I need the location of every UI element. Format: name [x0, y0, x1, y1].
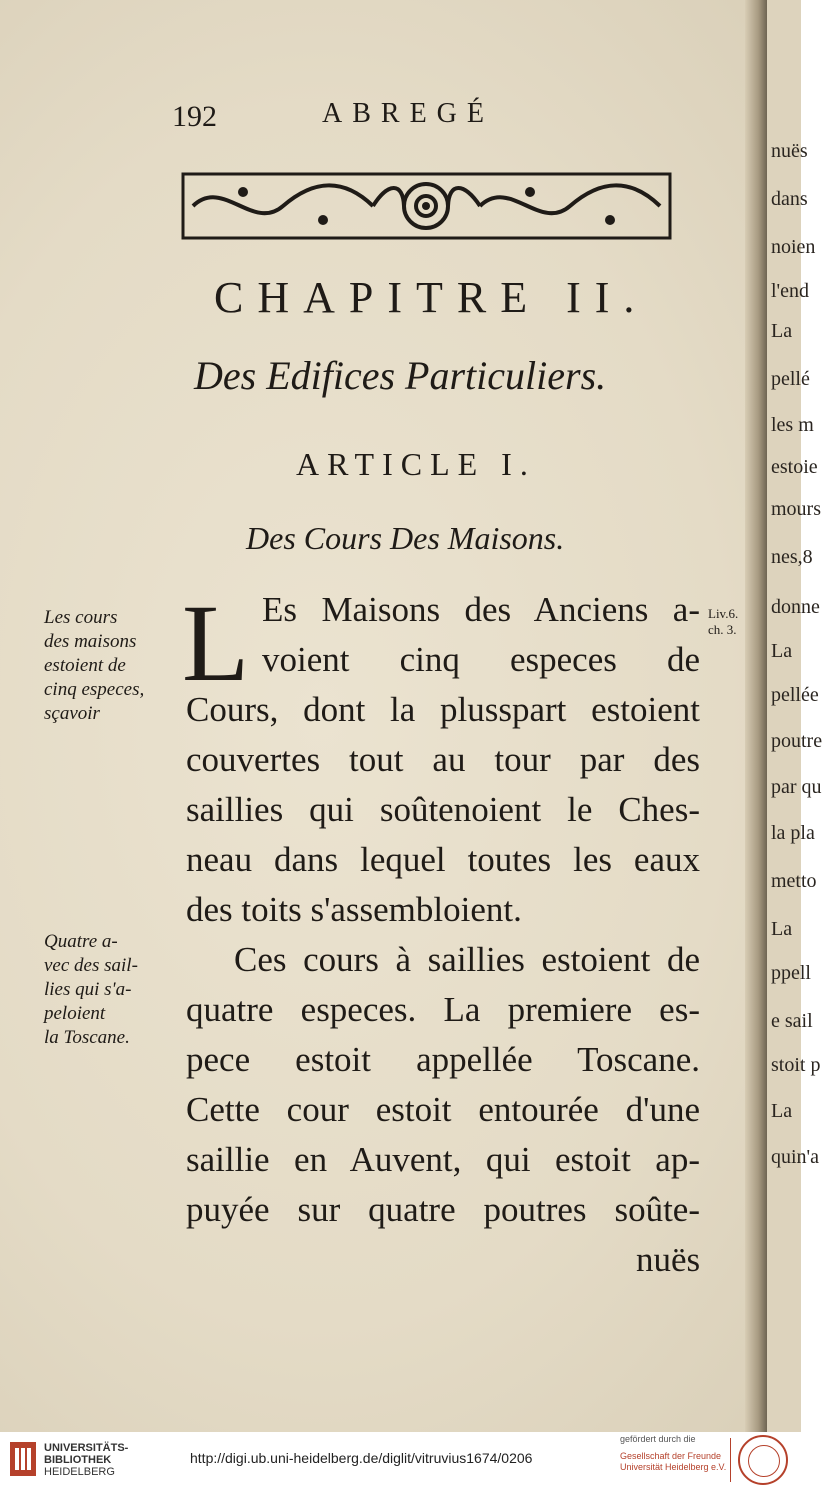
chapter-title: Des Edifices Particuliers. [194, 353, 607, 398]
viewer-footer [0, 1432, 801, 1488]
text-line: saillie en Auvent, qui estoit ap- [186, 1140, 700, 1179]
chapter-heading: CHAPITRE II. [214, 273, 649, 322]
text-line: Cours, dont la plusspart estoient [186, 690, 700, 729]
text-line: des toits s'assembloient. [186, 890, 522, 929]
permalink-url[interactable]: http://digi.ub.uni-heidelberg.de/diglit/vitruvius1674/0206 [190, 1450, 533, 1466]
running-head: ABREGÉ [322, 98, 494, 129]
margin-note-1: Les cours des maisons estoient de cinq especes, sçavoir [44, 607, 145, 724]
text-line: neau dans lequel toutes les eaux [186, 840, 700, 879]
margin-note-2: Quatre a- vec des sail- lies qui s'a- peloient la Toscane. [44, 931, 138, 1048]
margin-reference: Liv.6. ch. 3. [708, 606, 739, 637]
book-gutter [745, 0, 767, 1432]
text-line: couvertes tout au tour par des [186, 740, 700, 779]
next-page-edge: nuës dans noien l'end La pellé les m estoie mours nes,8 donne La pellée poutre par qu la pla metto La ppell e sail stoit p La quin'a [767, 0, 801, 1432]
text-line: Es Maisons des Anciens a- [262, 590, 700, 629]
article-heading: ARTICLE I. [296, 446, 536, 482]
drop-cap: L [182, 582, 250, 704]
text-line: saillies qui soûtenoient le Ches- [186, 790, 700, 829]
article-title: Des Cours Des Maisons. [246, 520, 565, 556]
university-library-logo-icon [10, 1442, 36, 1476]
university-seal-icon [738, 1435, 788, 1485]
text-line: pece estoit appellée Toscane. [186, 1040, 700, 1079]
text-line: Ces cours à saillies estoient de [234, 940, 700, 979]
text-line: voient cinq especes de [262, 640, 700, 679]
text-line: quatre especes. La premiere es- [186, 990, 700, 1029]
ornament-headpiece-icon [183, 172, 670, 240]
library-name: UNIVERSITÄTS- BIBLIOTHEK HEIDELBERG [44, 1442, 129, 1478]
footer-divider [730, 1438, 731, 1482]
text-line: Cette cour estoit entourée d'une [186, 1090, 700, 1129]
catchword: nuës [636, 1240, 701, 1279]
page-number: 192 [172, 100, 217, 133]
sponsor-credit: gefördert durch die Gesellschaft der Freunde Universität Heidelberg e.V. [620, 1434, 727, 1472]
text-line: puyée sur quatre poutres soûte- [186, 1190, 700, 1229]
